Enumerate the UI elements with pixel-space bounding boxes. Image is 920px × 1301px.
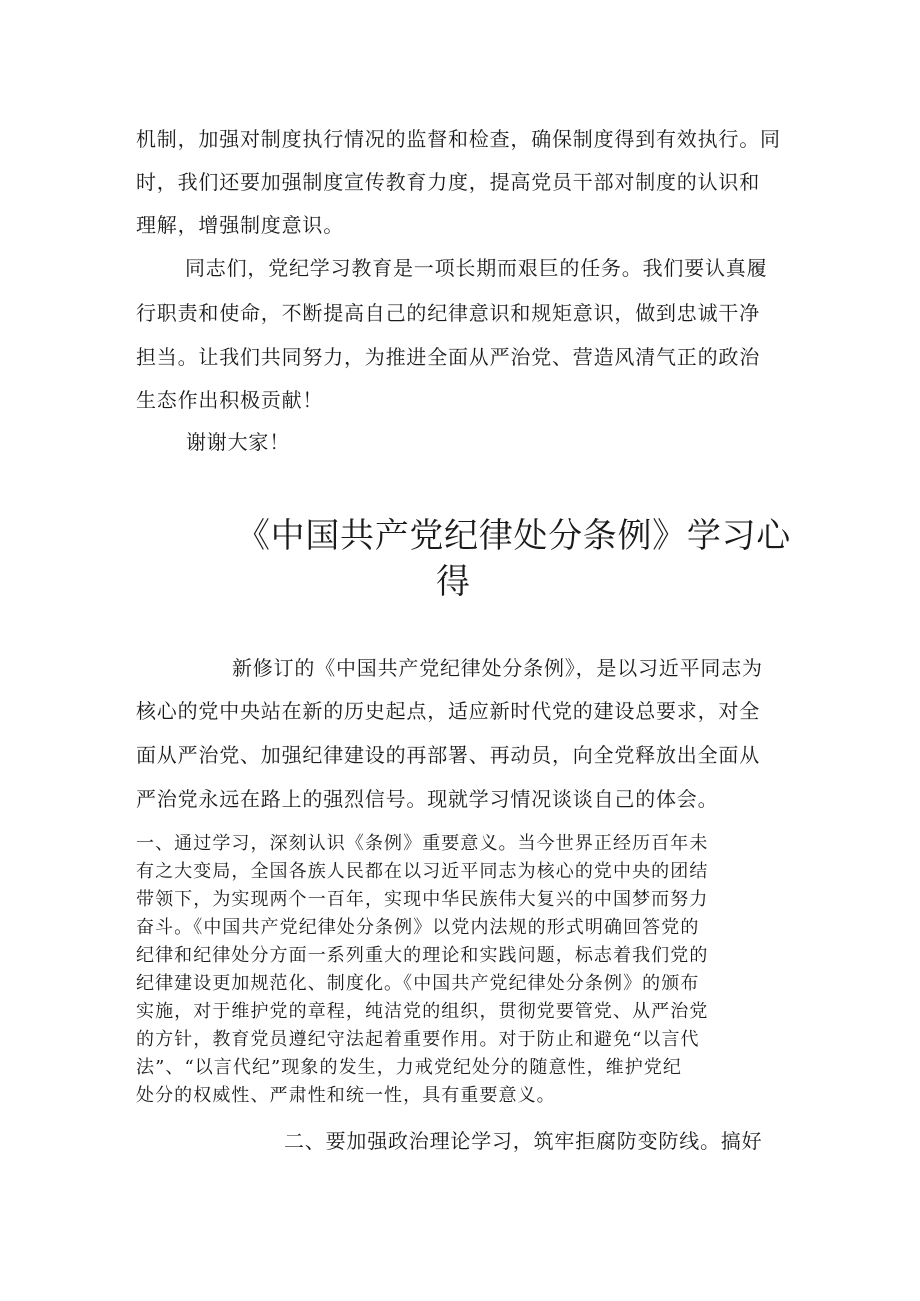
- text-line: 同志们，党纪学习教育是一项长期而艰巨的任务。我们要认真履: [185, 256, 768, 280]
- text-line: 实施，对于维护党的章程，纯洁党的组织，贯彻党要管党、从严治党: [136, 1001, 709, 1022]
- text-line: 新修订的《中国共产党纪律处分条例》，是以习近平同志为: [232, 656, 763, 680]
- text-line: 担当。让我们共同努力，为推进全面从严治党、营造风清气正的政治: [136, 345, 760, 369]
- text-line: 一、通过学习，深刻认识《条例》重要意义。当今世界正经历百年未: [136, 833, 709, 854]
- text-line: 奋斗。《中国共产党纪律处分条例》以党内法规的形式明确回答党的: [136, 917, 700, 938]
- text-line: 面从严治党、加强纪律建设的再部署、再动员，向全党释放出全面从: [136, 743, 760, 767]
- title-line: 《中国共产党纪律处分条例》学习心: [236, 516, 791, 556]
- text-line: 的方针，教育党员遵纪守法起着重要作用。对于防止和避免“以言代: [136, 1029, 700, 1050]
- text-line: 纪律建设更加规范化、制度化。《中国共产党纪律处分条例》的颁布: [136, 973, 700, 994]
- text-line: 纪律和纪律处分方面一系列重大的理论和实践问题，标志着我们党的: [136, 945, 709, 966]
- text-line: 有之大变局，全国各族人民都在以习近平同志为核心的党中央的团结: [136, 861, 709, 882]
- text-line: 二、要加强政治理论学习，筑牢拒腐防变防线。搞好: [284, 1129, 763, 1153]
- text-line: 行职责和使命，不断提高自己的纪律意识和规矩意识，做到忠诚干净: [136, 301, 760, 325]
- text-line: 理解，增强制度意识。: [136, 213, 344, 237]
- text-line: 谢谢大家！: [186, 430, 290, 454]
- text-line: 处分的权威性、严肃性和统一性，具有重要意义。: [136, 1085, 556, 1106]
- title-line: 得: [436, 562, 471, 602]
- text-line: 生态作出积极贡献！: [136, 388, 324, 412]
- text-line: 时，我们还要加强制度宣传教育力度，提高党员干部对制度的认识和: [136, 170, 760, 194]
- text-line: 核心的党中央站在新的历史起点，适应新时代党的建设总要求，对全: [136, 699, 760, 723]
- text-line: 带领下，为实现两个一百年，实现中华民族伟大复兴的中国梦而努力: [136, 889, 709, 910]
- text-line: 机制，加强对制度执行情况的监督和检查，确保制度得到有效执行。同: [136, 127, 781, 151]
- text-line: 法”、“以言代纪”现象的发生，力戒党纪处分的随意性，维护党纪: [136, 1057, 683, 1078]
- text-line: 严治党永远在路上的强烈信号。现就学习情况谈谈自己的体会。: [136, 787, 719, 811]
